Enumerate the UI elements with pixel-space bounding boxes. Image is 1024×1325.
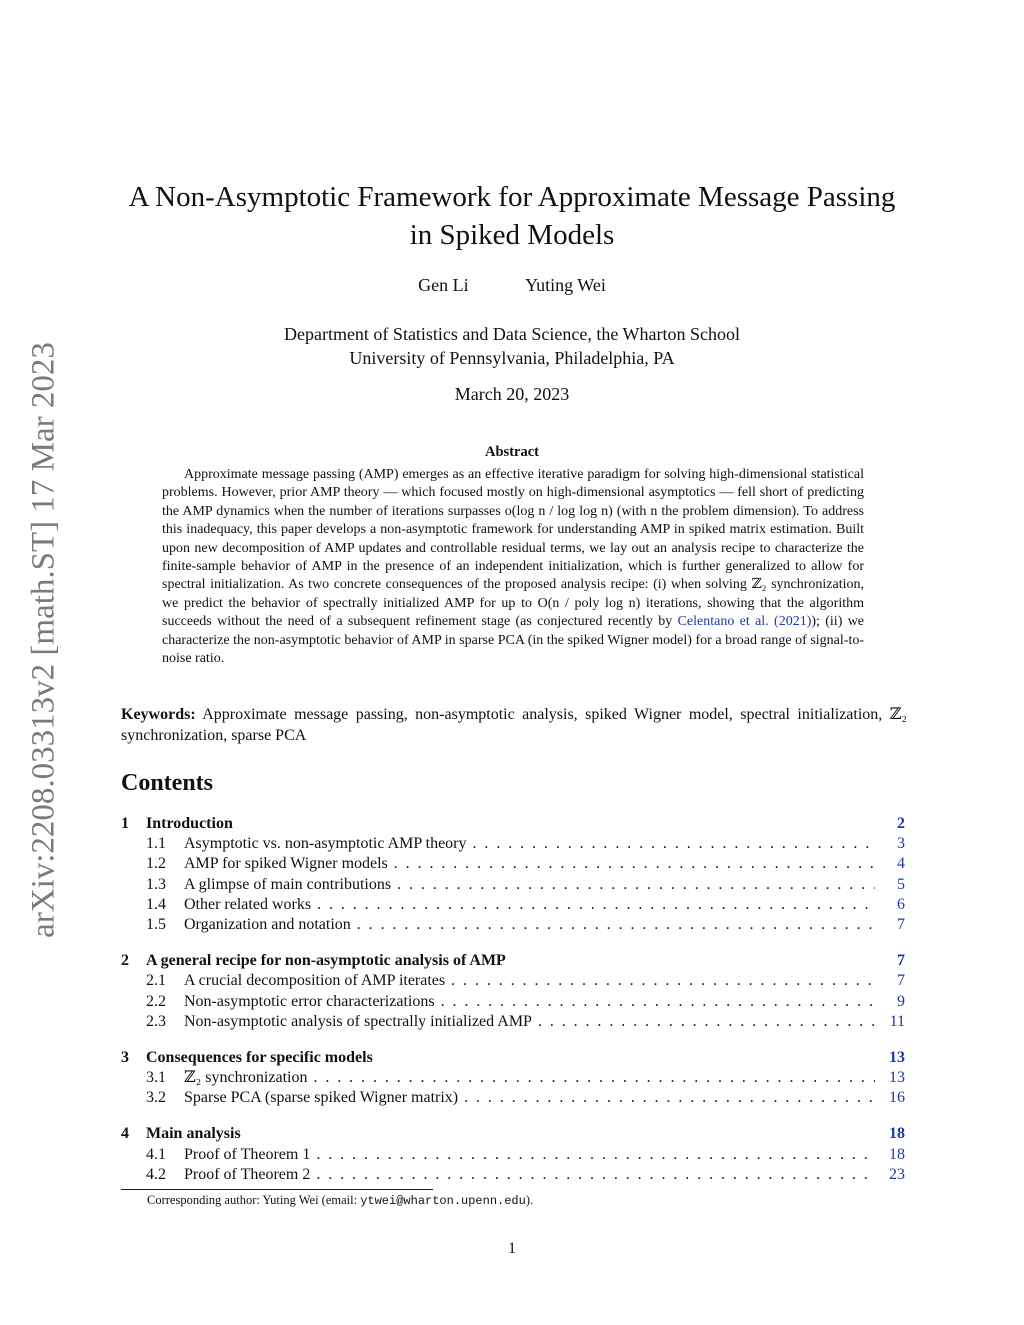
- toc-entry-number: 4.1: [146, 1145, 166, 1163]
- toc-section: [121, 951, 905, 1032]
- toc-subsection-entry[interactable]: [121, 1088, 905, 1108]
- toc-dot-leader: [316, 1145, 875, 1165]
- toc-section-entry[interactable]: [121, 951, 905, 971]
- abstract-paragraph: [162, 466, 864, 668]
- toc-page-link[interactable]: 18: [889, 1125, 905, 1143]
- affiliation-line-1: Department of Statistics and Data Science, the Wharton School: [283, 324, 741, 344]
- toc-subsection-entry[interactable]: [121, 895, 905, 915]
- toc-page-link[interactable]: 7: [897, 915, 905, 933]
- page-number: 1: [508, 1240, 516, 1257]
- abstract-text-part1: Approximate message passing (AMP) emerges as an effective iterative paradigm for solving high-dimensional statistical problems. However, prior AMP theory — which focused mostly on high-dimensional asymptotics — fell short of predicting the AMP dynamics when the number of iterations surpasses o(log n / log log n) (with n the problem dimension). To address this inadequacy, this paper develops a non-asymptotic framework for understanding AMP in spiked matrix estimation. Built upon new decomposition of AMP updates and controllable residual terms, we lay out an analysis recipe to characterize the finite-sample behavior of AMP in the presence of an independent initialization, which is further generalized to allow for spectral initialization. As two concrete consequences of the proposed analysis recipe: (i) when solving ℤ₂ synchronization, we predict the behavior of spectrally initialized AMP for up to O(n / poly log n) iterations, showing that the algorithm succeeds without the need of a subsequent refinement stage (as conjectured recently by: [162, 467, 864, 630]
- toc-entry-number: 1.2: [146, 855, 166, 873]
- toc-subsection-entry[interactable]: [121, 1012, 905, 1032]
- toc-entry-title[interactable]: A glimpse of main contributions: [184, 875, 392, 893]
- toc-dot-leader: [316, 1165, 875, 1185]
- toc-entry-title[interactable]: A general recipe for non-asymptotic analysis of AMP: [146, 952, 506, 970]
- paper-title: [0, 178, 1024, 254]
- affiliation-line-2: University of Pennsylvania, Philadelphia, PA: [349, 348, 675, 368]
- toc-section: [121, 814, 905, 935]
- toc-entry-title[interactable]: Organization and notation: [184, 915, 351, 933]
- toc-entry-title[interactable]: Main analysis: [146, 1125, 241, 1143]
- toc-section: [121, 1048, 905, 1109]
- table-of-contents: [121, 814, 905, 1201]
- toc-entry-title[interactable]: Proof of Theorem 1: [184, 1145, 311, 1163]
- toc-section-entry[interactable]: [121, 1048, 905, 1068]
- toc-dot-leader: [464, 1088, 875, 1108]
- toc-entry-number: 1: [121, 815, 129, 832]
- toc-entry-title[interactable]: Other related works: [184, 895, 312, 913]
- toc-dot-leader: [313, 1068, 875, 1088]
- toc-entry-number: 3.2: [146, 1089, 166, 1107]
- toc-dot-leader: [538, 1012, 875, 1032]
- footnote-rule: [121, 1189, 433, 1190]
- toc-subsection-entry[interactable]: [121, 875, 905, 895]
- toc-page-link[interactable]: 13: [889, 1069, 905, 1087]
- toc-entry-number: 3.1: [146, 1069, 166, 1087]
- toc-page-link[interactable]: 3: [897, 835, 905, 853]
- author-list: [0, 275, 1024, 296]
- toc-dot-leader: [357, 915, 875, 935]
- citation-link[interactable]: Celentano et al. (2021): [677, 614, 812, 630]
- toc-dot-leader: [451, 971, 875, 991]
- author-email[interactable]: ytwei@wharton.upenn.edu: [360, 1194, 526, 1208]
- toc-entry-title[interactable]: ℤ₂ synchronization: [184, 1069, 308, 1087]
- toc-subsection-entry[interactable]: [121, 1068, 905, 1088]
- toc-section: [121, 1124, 905, 1185]
- toc-dot-leader: [441, 992, 875, 1012]
- toc-entry-number: 2.2: [146, 992, 166, 1010]
- abstract-text-part2: ); (ii) we characterize the non-asymptotic behavior of AMP in sparse PCA (in the spiked Wigner model) for a broad range of signal-to-noise ratio.: [162, 614, 865, 667]
- toc-page-link[interactable]: 16: [889, 1089, 905, 1107]
- toc-dot-leader: [473, 834, 875, 854]
- keywords-block: [121, 704, 907, 746]
- toc-page-link[interactable]: 5: [897, 875, 905, 893]
- contents-heading: Contents: [121, 770, 214, 796]
- toc-subsection-entry[interactable]: [121, 854, 905, 874]
- toc-page-link[interactable]: 7: [897, 952, 905, 970]
- footnote-suffix: ).: [525, 1193, 534, 1207]
- toc-page-link[interactable]: 13: [889, 1048, 905, 1066]
- toc-entry-number: 3: [121, 1048, 129, 1066]
- toc-subsection-entry[interactable]: [121, 1145, 905, 1165]
- toc-entry-title[interactable]: Consequences for specific models: [146, 1048, 373, 1066]
- toc-subsection-entry[interactable]: [121, 1165, 905, 1185]
- toc-entry-number: 2.3: [146, 1012, 166, 1030]
- toc-page-link[interactable]: 23: [889, 1165, 905, 1183]
- citation-year[interactable]: 2021: [778, 614, 807, 630]
- toc-page-link[interactable]: 7: [897, 972, 905, 990]
- toc-entry-number: 4.2: [146, 1165, 166, 1183]
- toc-entry-number: 1.1: [146, 835, 166, 853]
- toc-subsection-entry[interactable]: [121, 834, 905, 854]
- toc-entry-number: 4: [121, 1125, 129, 1143]
- toc-page-link[interactable]: 18: [889, 1145, 905, 1163]
- toc-entry-number: 1.3: [146, 875, 166, 893]
- toc-entry-title[interactable]: Proof of Theorem 2: [184, 1165, 311, 1183]
- toc-entry-number: 1.4: [146, 895, 166, 913]
- toc-page-link[interactable]: 11: [889, 1012, 905, 1030]
- toc-entry-number: 2.1: [146, 972, 166, 990]
- footnote: [147, 1193, 533, 1208]
- keywords-text: Approximate message passing, non-asymptotic analysis, spiked Wigner model, spectral initialization, ℤ₂ synchronization, sparse PCA: [121, 706, 907, 744]
- toc-page-link[interactable]: 6: [897, 895, 905, 913]
- footnote-text: Corresponding author: Yuting Wei (email:: [147, 1193, 361, 1207]
- keywords-label: Keywords:: [121, 706, 196, 723]
- toc-subsection-entry[interactable]: [121, 992, 905, 1012]
- author-name: Yuting Wei: [525, 275, 606, 295]
- toc-page-link[interactable]: 2: [897, 815, 905, 832]
- title-line-2: in Spiked Models: [409, 219, 615, 251]
- toc-entry-number: 2: [121, 952, 129, 970]
- affiliation: [0, 322, 1024, 370]
- paper-date: March 20, 2023: [454, 384, 570, 404]
- toc-entry-title[interactable]: Sparse PCA (sparse spiked Wigner matrix): [184, 1089, 459, 1107]
- toc-entry-title[interactable]: Non-asymptotic analysis of spectrally initialized AMP: [184, 1012, 532, 1030]
- abstract-heading: Abstract: [485, 444, 539, 460]
- arxiv-identifier-stamp: arXiv:2208.03313v2 [math.ST] 17 Mar 2023: [25, 342, 62, 938]
- title-line-1: A Non-Asymptotic Framework for Approximate Message Passing: [128, 181, 896, 213]
- toc-dot-leader: [317, 895, 875, 915]
- toc-section-entry[interactable]: [121, 814, 905, 834]
- toc-subsection-entry[interactable]: [121, 971, 905, 991]
- abstract-body: [162, 466, 864, 668]
- toc-page-link[interactable]: 9: [897, 992, 905, 1010]
- toc-entry-title[interactable]: Introduction: [146, 815, 233, 832]
- toc-section-entry[interactable]: [121, 1124, 905, 1144]
- toc-entry-number: 1.5: [146, 915, 166, 933]
- citation-author[interactable]: Celentano et al.: [677, 614, 769, 630]
- toc-dot-leader: [394, 854, 875, 874]
- toc-entry-title[interactable]: Asymptotic vs. non-asymptotic AMP theory: [184, 835, 467, 853]
- toc-dot-leader: [397, 875, 875, 895]
- toc-entry-title[interactable]: AMP for spiked Wigner models: [184, 855, 388, 873]
- toc-entry-title[interactable]: Non-asymptotic error characterizations: [184, 992, 435, 1010]
- toc-subsection-entry[interactable]: [121, 915, 905, 935]
- toc-page-link[interactable]: 4: [897, 855, 905, 873]
- toc-entry-title[interactable]: A crucial decomposition of AMP iterates: [184, 972, 446, 990]
- author-name: Gen Li: [418, 275, 469, 295]
